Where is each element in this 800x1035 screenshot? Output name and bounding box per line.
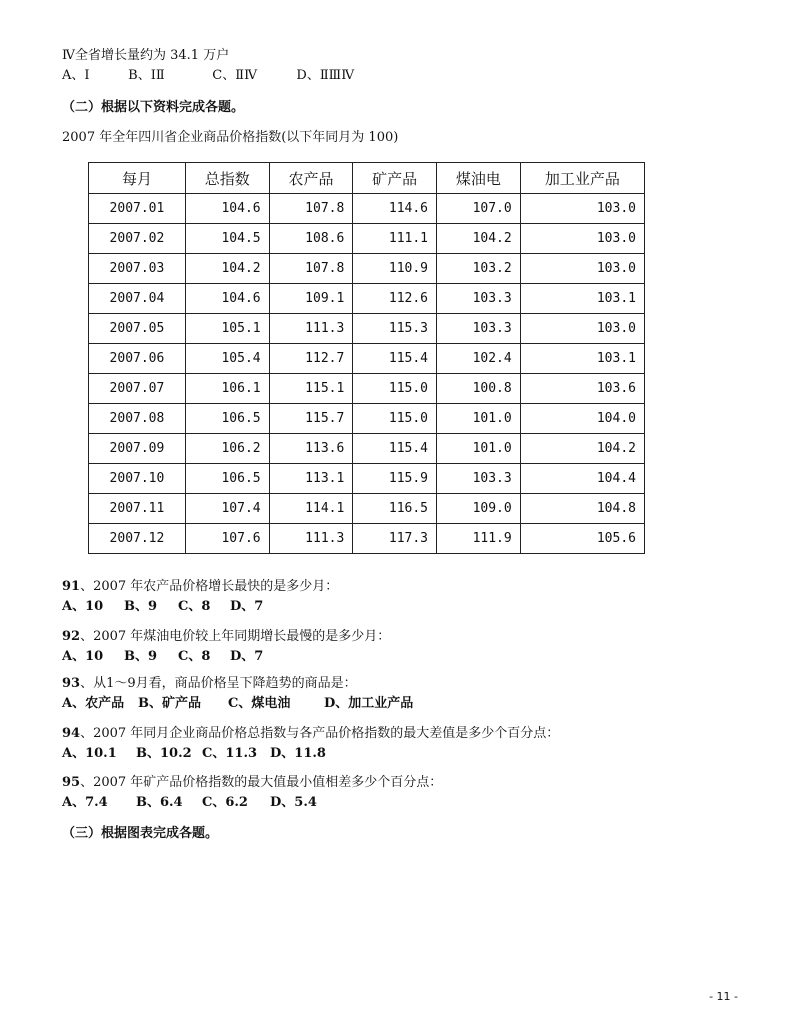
table-row	[89, 404, 645, 434]
table-row	[89, 494, 645, 524]
value-cell: 104.4	[520, 464, 644, 494]
option-d: D、5.4	[270, 795, 317, 810]
question-options	[62, 645, 263, 664]
value-cell: 111.9	[437, 524, 521, 554]
value-cell: 103.2	[437, 254, 521, 284]
page-number: - 11 -	[709, 990, 738, 1003]
option-a: A、10	[62, 649, 104, 664]
question-93	[62, 672, 357, 691]
month-cell: 2007.04	[89, 284, 186, 314]
month-cell: 2007.10	[89, 464, 186, 494]
question-number: 95	[62, 775, 81, 790]
value-cell: 115.4	[353, 434, 437, 464]
month-cell: 2007.02	[89, 224, 186, 254]
question-text: 、2007 年矿产品价格指数的最大值最小值相差多少个百分点：	[80, 775, 443, 790]
value-cell: 107.8	[269, 254, 353, 284]
top-statement: Ⅳ全省增长量约为 34.1 万户	[62, 48, 230, 63]
option-c: C、ⅡⅣ	[212, 68, 258, 83]
value-cell: 103.0	[520, 224, 644, 254]
value-cell: 115.3	[353, 314, 437, 344]
value-cell: 115.7	[269, 404, 353, 434]
question-number: 91	[62, 579, 81, 594]
value-cell: 105.6	[520, 524, 644, 554]
value-cell: 113.6	[269, 434, 353, 464]
option-a: A、10	[62, 599, 104, 614]
value-cell: 111.3	[269, 314, 353, 344]
month-cell: 2007.03	[89, 254, 186, 284]
value-cell: 104.2	[520, 434, 644, 464]
price-index-table	[88, 162, 645, 554]
value-cell: 107.8	[269, 194, 353, 224]
value-cell: 101.0	[437, 404, 521, 434]
option-b: B、9	[124, 599, 158, 614]
table-row	[89, 194, 645, 224]
header-cell: 农产品	[269, 163, 353, 194]
question-options	[62, 595, 263, 614]
value-cell: 100.8	[437, 374, 521, 404]
table-row	[89, 434, 645, 464]
table-row	[89, 344, 645, 374]
option-d: D、11.8	[270, 746, 326, 761]
question-text: 、2007 年农产品价格增长最快的是多少月：	[80, 579, 339, 594]
value-cell: 115.0	[353, 374, 437, 404]
value-cell: 104.2	[185, 254, 269, 284]
value-cell: 107.6	[185, 524, 269, 554]
table-row	[89, 374, 645, 404]
value-cell: 103.0	[520, 314, 644, 344]
value-cell: 114.1	[269, 494, 353, 524]
value-cell: 115.1	[269, 374, 353, 404]
section3-heading: （三）根据图表完成各题。	[62, 826, 219, 841]
question-95	[62, 771, 442, 790]
table-caption: 2007 年全年四川省企业商品价格指数(以下年同月为 100)	[62, 130, 399, 145]
value-cell: 114.6	[353, 194, 437, 224]
value-cell: 104.2	[437, 224, 521, 254]
question-number: 94	[62, 726, 81, 741]
value-cell: 104.6	[185, 194, 269, 224]
value-cell: 106.5	[185, 404, 269, 434]
option-c: C、8	[178, 649, 211, 664]
value-cell: 103.0	[520, 254, 644, 284]
value-cell: 104.6	[185, 284, 269, 314]
option-b: B、6.4	[136, 795, 183, 810]
question-number: 93	[62, 676, 81, 691]
month-cell: 2007.01	[89, 194, 186, 224]
value-cell: 103.1	[520, 344, 644, 374]
option-c: C、11.3	[202, 746, 258, 761]
value-cell: 116.5	[353, 494, 437, 524]
question-94	[62, 722, 559, 741]
value-cell: 115.9	[353, 464, 437, 494]
option-a: A、7.4	[62, 795, 108, 810]
question-text: 、2007 年同月企业商品价格总指数与各产品价格指数的最大差值是多少个百分点：	[80, 726, 560, 741]
month-cell: 2007.12	[89, 524, 186, 554]
header-cell: 煤油电	[437, 163, 521, 194]
value-cell: 106.5	[185, 464, 269, 494]
top-options	[62, 64, 354, 83]
header-cell: 每月	[89, 163, 186, 194]
month-cell: 2007.08	[89, 404, 186, 434]
option-a: A、10.1	[62, 746, 117, 761]
value-cell: 102.4	[437, 344, 521, 374]
value-cell: 108.6	[269, 224, 353, 254]
question-text: 、2007 年煤油电价较上年同期增长最慢的是多少月：	[80, 629, 391, 644]
value-cell: 106.2	[185, 434, 269, 464]
value-cell: 107.0	[437, 194, 521, 224]
option-a: A、农产品	[62, 696, 125, 711]
month-cell: 2007.11	[89, 494, 186, 524]
month-cell: 2007.09	[89, 434, 186, 464]
value-cell: 101.0	[437, 434, 521, 464]
option-c: C、8	[178, 599, 211, 614]
table-row	[89, 464, 645, 494]
value-cell: 104.5	[185, 224, 269, 254]
value-cell: 103.0	[520, 194, 644, 224]
value-cell: 107.4	[185, 494, 269, 524]
value-cell: 104.8	[520, 494, 644, 524]
value-cell: 109.0	[437, 494, 521, 524]
table-row	[89, 254, 645, 284]
value-cell: 111.3	[269, 524, 353, 554]
value-cell: 112.7	[269, 344, 353, 374]
header-cell: 加工业产品	[520, 163, 644, 194]
value-cell: 109.1	[269, 284, 353, 314]
value-cell: 103.1	[520, 284, 644, 314]
option-d: D、7	[230, 599, 264, 614]
table-row	[89, 224, 645, 254]
question-number: 92	[62, 629, 81, 644]
question-options	[62, 791, 317, 810]
option-d: D、ⅡⅢⅣ	[296, 68, 355, 83]
section2-heading: （二）根据以下资料完成各题。	[62, 100, 245, 115]
month-cell: 2007.05	[89, 314, 186, 344]
value-cell: 105.1	[185, 314, 269, 344]
option-b: B、ⅠⅡ	[128, 68, 165, 83]
header-cell: 总指数	[185, 163, 269, 194]
value-cell: 111.1	[353, 224, 437, 254]
value-cell: 115.0	[353, 404, 437, 434]
option-b: B、9	[124, 649, 158, 664]
option-b: B、矿产品	[138, 696, 201, 711]
table-row	[89, 284, 645, 314]
option-c: C、6.2	[202, 795, 248, 810]
option-a: A、Ⅰ	[62, 68, 90, 83]
option-d: D、加工业产品	[324, 696, 414, 711]
month-cell: 2007.06	[89, 344, 186, 374]
value-cell: 103.3	[437, 314, 521, 344]
table-header-row	[89, 163, 645, 194]
value-cell: 113.1	[269, 464, 353, 494]
value-cell: 103.3	[437, 464, 521, 494]
question-91	[62, 575, 338, 594]
value-cell: 103.6	[520, 374, 644, 404]
option-c: C、煤电油	[228, 696, 291, 711]
month-cell: 2007.07	[89, 374, 186, 404]
table-row	[89, 524, 645, 554]
value-cell: 115.4	[353, 344, 437, 374]
question-92	[62, 625, 390, 644]
value-cell: 105.4	[185, 344, 269, 374]
question-options	[62, 742, 326, 761]
value-cell: 112.6	[353, 284, 437, 314]
value-cell: 106.1	[185, 374, 269, 404]
value-cell: 103.3	[437, 284, 521, 314]
value-cell: 104.0	[520, 404, 644, 434]
value-cell: 117.3	[353, 524, 437, 554]
table-row	[89, 314, 645, 344]
question-text: 、从1～9月看，商品价格呈下降趋势的商品是：	[80, 676, 357, 691]
option-d: D、7	[230, 649, 264, 664]
question-options	[62, 692, 413, 711]
option-b: B、10.2	[136, 746, 192, 761]
header-cell: 矿产品	[353, 163, 437, 194]
value-cell: 110.9	[353, 254, 437, 284]
